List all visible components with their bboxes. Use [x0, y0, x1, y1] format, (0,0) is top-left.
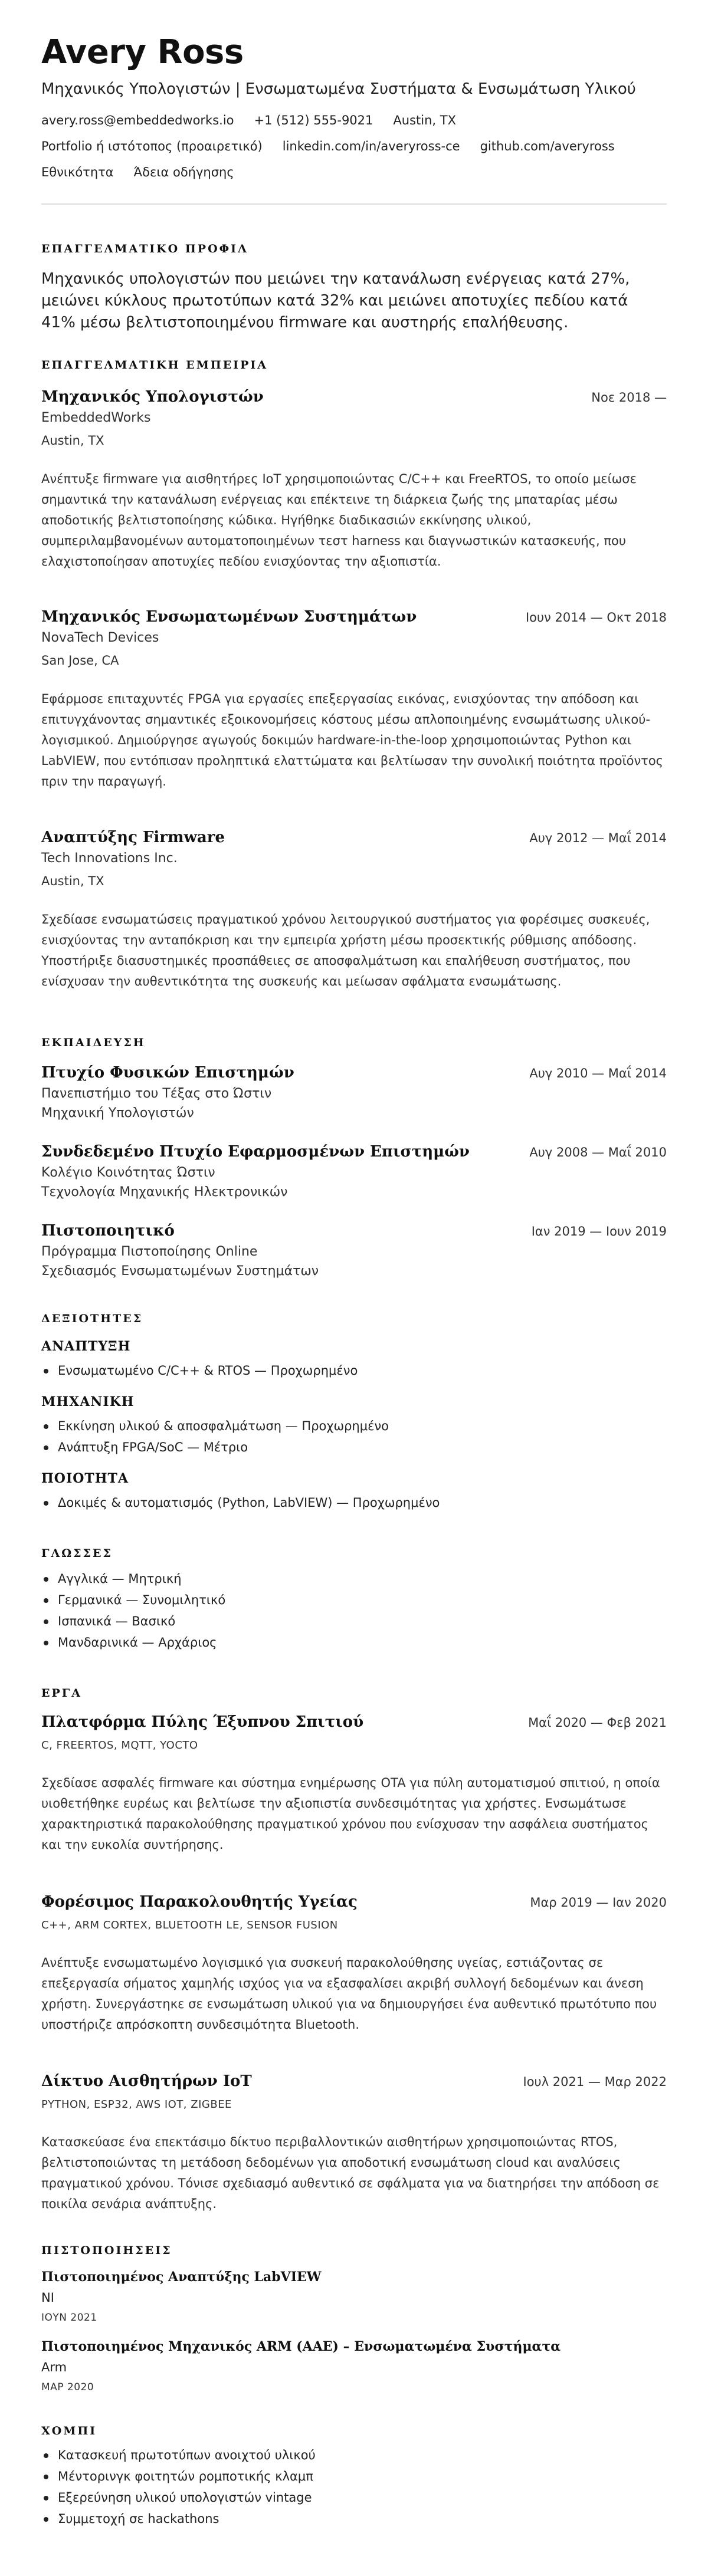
job-dates: Αυγ 2012 — Μαΐ 2014: [529, 831, 667, 845]
email-link[interactable]: avery.ross@embeddedworks.io: [41, 113, 234, 127]
job-dates: Νοε 2018 —: [591, 390, 667, 405]
field-of-study: Μηχανική Υπολογιστών: [41, 1106, 194, 1121]
linkedin-link[interactable]: linkedin.com/in/averyross-ce: [282, 139, 460, 153]
cert-date: ΙΟΥΝ 2021: [41, 2312, 97, 2324]
project-name: Φορέσιμος Παρακολουθητής Υγείας: [41, 1893, 358, 1911]
license-text: Άδεια οδήγησης: [133, 165, 234, 179]
languages-section: [41, 1547, 667, 1653]
section-title-hobbies: ΧΟΜΠΙ: [41, 2424, 97, 2437]
job-company: Tech Innovations Inc.: [41, 851, 178, 866]
portfolio-link[interactable]: Portfolio ή ιστότοπος (προαιρετικό): [41, 139, 263, 153]
job-title: Μηχανικός Ενσωματωμένων Συστημάτων: [41, 608, 417, 626]
nationality-text: Εθνικότητα: [41, 165, 114, 179]
phone-text: +1 (512) 555-9021: [254, 113, 373, 127]
list-item: Γερμανικά — Συνομιλητικό: [41, 1589, 667, 1611]
education-entry: [41, 1222, 667, 1279]
job-title: Μηχανικός Υπολογιστών: [41, 388, 264, 406]
job-company: NovaTech Devices: [41, 630, 159, 645]
project-name: Δίκτυο Αισθητήρων IoT: [41, 2072, 252, 2090]
project-description: Σχεδίασε ασφαλές firmware και σύστημα ενημέρωσης OTA για πύλη αυτοματισμού σπιτιού, η οποία υιοθετήθηκε ευρέως και βελτίωσε την αξιοπιστία συνδεσιμότητας για χρήστες. Ενσωμάτωσε χαρακτηριστικά παρακολούθησης πραγματικού χρόνου που ενίσχυσαν την ασφάλεια συστήματος και την ευκολία συντήρησης.: [41, 1776, 660, 1852]
list-item: Συμμετοχή σε hackathons: [41, 2508, 667, 2529]
candidate-name: Avery Ross: [41, 33, 244, 71]
school-name: Πρόγραμμα Πιστοποίησης Online: [41, 1244, 258, 1259]
section-title-certifications: ΠΙΣΤΟΠΟΙΗΣΕΙΣ: [41, 2244, 172, 2257]
certification-entry: [41, 2269, 667, 2324]
list-item: Μέντορινγκ φοιτητών ρομποτικής κλαμπ: [41, 2466, 667, 2487]
cert-date: ΜΑΡ 2020: [41, 2381, 94, 2393]
resume-header: [41, 34, 667, 179]
section-title-education: ΕΚΠΑΙΔΕΥΣΗ: [41, 1036, 146, 1049]
list-item: Εξερεύνηση υλικού υπολογιστών vintage: [41, 2487, 667, 2508]
summary-section: [41, 242, 667, 334]
github-link[interactable]: github.com/averyross: [480, 139, 615, 153]
location-text: Austin, TX: [393, 113, 456, 127]
cert-name: Πιστοποιημένος Αναπτύξης LabVIEW: [41, 2269, 322, 2285]
section-title-summary: ΕΠΑΓΓΕΛΜΑΤΙΚΟ ΠΡΟΦΙΛ: [41, 242, 248, 255]
section-title-projects-wrap: [41, 1687, 667, 1700]
list-item: Κατασκευή πρωτοτύπων ανοιχτού υλικού: [41, 2444, 667, 2466]
divider-line: [41, 203, 667, 205]
list-item: Ισπανικά — Βασικό: [41, 1611, 667, 1632]
project-entry: [41, 1713, 667, 1855]
cert-name: Πιστοποιημένος Μηχανικός ARM (AAE) – Ενσωματωμένα Συστήματα: [41, 2339, 561, 2354]
job-location: Austin, TX: [41, 433, 104, 448]
project-description: Κατασκεύασε ένα επεκτάσιμο δίκτυο περιβαλλοντικών αισθητήρων χρησιμοποιώντας RTOS, βελτιστοποιώντας τη μετάδοση δεδομένων για αποδοτική ενσωμάτωση cloud και αναλύσεις πραγματικού χρόνου. Τόνισε σχεδιασμό αυθεντικό σε σφάλματα για να διατηρήσει την απόδοση σε ποικίλα σενάρια ανάπτυξης.: [41, 2135, 660, 2211]
job-dates: Ιουν 2014 — Οκτ 2018: [525, 610, 667, 625]
project-dates: Μαρ 2019 — Ιαν 2020: [530, 1895, 667, 1910]
project-dates: Μαΐ 2020 — Φεβ 2021: [528, 1716, 667, 1730]
skill-group-name: ΠΟΙΟΤΗΤΑ: [41, 1471, 129, 1486]
field-of-study: Τεχνολογία Μηχανικής Ηλεκτρονικών: [41, 1185, 288, 1200]
section-title-education-wrap: [41, 1036, 667, 1049]
experience-entry: [41, 829, 667, 992]
list-item: Μανδαρινικά — Αρχάριος: [41, 1632, 667, 1653]
field-of-study: Σχεδιασμός Ενσωματωμένων Συστημάτων: [41, 1264, 319, 1279]
skill-group-name: ΑΝΑΠΤΥΞΗ: [41, 1339, 131, 1354]
section-title-experience-wrap: [41, 359, 667, 372]
education-entry: [41, 1143, 667, 1200]
links-row: [41, 139, 667, 153]
project-name: Πλατφόρμα Πύλης Έξυπνου Σπιτιού: [41, 1713, 364, 1731]
job-title: Αναπτύξης Firmware: [41, 829, 225, 846]
project-tech: C++, ARM CORTEX, BLUETOOTH LE, SENSOR FUSION: [41, 1919, 338, 1931]
project-entry: [41, 1893, 667, 2035]
cert-issuer: Arm: [41, 2360, 67, 2374]
hobbies-section: [41, 2424, 667, 2529]
section-title-skills: ΔΕΞΙΟΤΗΤΕΣ: [41, 1312, 143, 1325]
skill-list: [41, 1415, 667, 1458]
list-item: Ενσωματωμένο C/C++ & RTOS — Προχωρημένο: [41, 1360, 667, 1381]
degree-dates: Αυγ 2010 — Μαΐ 2014: [529, 1066, 667, 1080]
skill-list: [41, 1360, 667, 1381]
certification-entry: [41, 2339, 667, 2393]
skill-list: [41, 1492, 667, 1513]
job-company: EmbeddedWorks: [41, 410, 151, 425]
experience-entry: [41, 388, 667, 572]
job-description: Εφάρμοσε επιταχυντές FPGA για εργασίες επεξεργασίας εικόνας, ενισχύοντας την απόδοση και επιτυγχάνοντας σημαντικές εξοικονομήσεις κόστους μέσω απλοποιημένης ενσωμάτωσης υλικού-λογισμικού. Δημιούργησε αγωγούς δοκιμών hardware-in-the-loop χρησιμοποιώντας Python και LabVIEW, που εντόπισαν προληπτικά ελαττώματα και βελτίωσαν την συνολική ποιότητα προϊόντος πριν την παραγωγή.: [41, 692, 663, 788]
project-dates: Ιουλ 2021 — Μαρ 2022: [523, 2075, 667, 2089]
job-location: Austin, TX: [41, 874, 104, 888]
section-title-experience: ΕΠΑΓΓΕΛΜΑΤΙΚΗ ΕΜΠΕΙΡΙΑ: [41, 359, 268, 372]
list-item: Εκκίνηση υλικού & αποσφαλμάτωση — Προχωρημένο: [41, 1415, 667, 1437]
degree-title: Συνδεδεμένο Πτυχίο Εφαρμοσμένων Επιστημών: [41, 1143, 470, 1161]
header-divider: [41, 203, 667, 205]
contact-row: [41, 113, 667, 127]
personal-row: [41, 165, 667, 179]
degree-dates: Ιαν 2019 — Ιουν 2019: [531, 1224, 667, 1238]
degree-title: Πτυχίο Φυσικών Επιστημών: [41, 1064, 294, 1082]
project-description: Ανέπτυξε ενσωματωμένο λογισμικό για συσκευή παρακολούθησης υγείας, εστιάζοντας σε επεξεργασία σήματος χαμηλής ισχύος για να εξασφαλίσει ακριβή συλλογή δεδομένων και άνεση χρήστη. Συνεργάστηκε σε ενσωμάτωση υλικού για να δημιουργήσει ένα αυθεντικό πρωτότυπο που υποστήριζε απρόσκοπτη συνδεσιμότητα Bluetooth.: [41, 1956, 657, 2032]
education-entry: [41, 1064, 667, 1121]
job-description: Σχεδίασε ενσωματώσεις πραγματικού χρόνου λειτουργικού συστήματος για φορέσιμες συσκευές, ενισχύοντας την ανταπόκριση και την εμπειρία χρήστη μέσω προσεκτικής ρύθμισης απόδοσης. Υποστήριξε διασυστημικές προσπάθειες σε αποσφαλμάτωση και επαλήθευση συστήματος, που ενίσχυσαν την αυθεντικότητα της συσκευής και μείωσαν σφάλματα ενσωμάτωσης.: [41, 912, 650, 988]
school-name: Πανεπιστήμιο του Τέξας στο Ώστιν: [41, 1086, 272, 1101]
skill-group: [41, 1471, 667, 1513]
project-entry: [41, 2072, 667, 2214]
school-name: Κολέγιο Κοινότητας Ώστιν: [41, 1165, 215, 1180]
list-item: Αγγλικά — Μητρική: [41, 1568, 667, 1589]
job-location: San Jose, CA: [41, 653, 119, 668]
certifications-section: [41, 2244, 667, 2257]
project-tech: PYTHON, ESP32, AWS IOT, ZIGBEE: [41, 2098, 232, 2111]
section-title-projects: ΕΡΓΑ: [41, 1687, 82, 1700]
hobby-list: [41, 2444, 667, 2529]
candidate-tagline: Μηχανικός Υπολογιστών | Ενσωματωμένα Συστήματα & Ενσωμάτωση Υλικού: [41, 80, 636, 98]
language-list: [41, 1568, 667, 1653]
skill-group: [41, 1394, 667, 1458]
degree-title: Πιστοποιητικό: [41, 1222, 175, 1240]
cert-issuer: NI: [41, 2291, 54, 2305]
job-description: Ανέπτυξε firmware για αισθητήρες IoT χρησιμοποιώντας C/C++ και FreeRTOS, το οποίο μείωσε σημαντικά την κατανάλωση ενέργειας και επέκτεινε τη διάρκεια ζωής της μπαταρίας μέσω αποδοτικής βελτιστοποίησης κώδικα. Ηγήθηκε διαδικασιών εκκίνησης υλικού, συμπεριλαμβανομένων αυτοματοποιημένων τεστ harness και διαγνωστικών κατασκευής, που ελαχιστοποίησαν αποτυχίες πεδίου ενισχύοντας την αξιοπιστία.: [41, 472, 637, 569]
experience-entry: [41, 608, 667, 792]
skills-section: [41, 1312, 667, 1325]
skill-group: [41, 1339, 667, 1381]
section-title-languages: ΓΛΩΣΣΕΣ: [41, 1547, 113, 1560]
list-item: Ανάπτυξη FPGA/SoC — Μέτριο: [41, 1437, 667, 1458]
degree-dates: Αυγ 2008 — Μαΐ 2010: [529, 1145, 667, 1159]
summary-text: Μηχανικός υπολογιστών που μειώνει την κατανάλωση ενέργειας κατά 27%, μειώνει κύκλους πρωτοτύπων κατά 32% και μειώνει αποτυχίες πεδίου κατά 41% μέσω βελτιστοποιημένου firmware και αυστηρής επαλήθευσης.: [41, 270, 630, 331]
project-tech: C, FREERTOS, MQTT, YOCTO: [41, 1739, 198, 1752]
list-item: Δοκιμές & αυτοματισμός (Python, LabVIEW) — Προχωρημένο: [41, 1492, 667, 1513]
skill-group-name: ΜΗΧΑΝΙΚΗ: [41, 1394, 135, 1409]
